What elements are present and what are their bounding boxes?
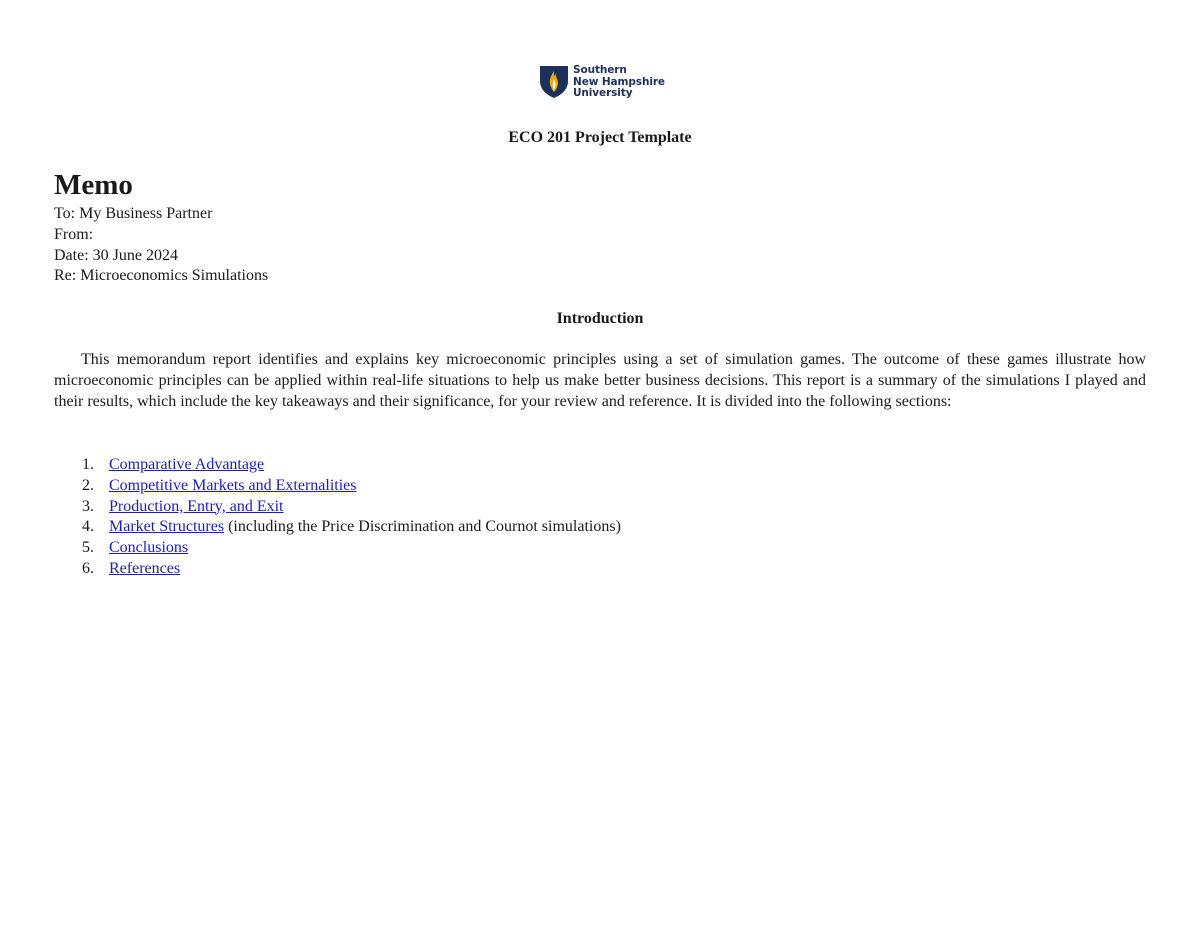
section-link-production-entry-exit[interactable]: Production, Entry, and Exit xyxy=(109,497,284,515)
list-item xyxy=(54,497,621,518)
memo-header-block xyxy=(54,204,268,287)
memo-to-line: To: My Business Partner xyxy=(54,205,213,222)
shield-flame-icon xyxy=(539,65,569,99)
list-item xyxy=(54,517,621,538)
memo-heading: Memo xyxy=(54,169,133,201)
section-list xyxy=(54,455,621,580)
logo-line: New Hampshire xyxy=(573,75,665,88)
list-number: 5. xyxy=(82,539,94,557)
section-link-competitive-markets[interactable]: Competitive Markets and Externalities xyxy=(109,476,357,494)
section-link-references[interactable]: References xyxy=(109,559,181,577)
section-link-comparative-advantage[interactable]: Comparative Advantage xyxy=(109,456,265,473)
list-item xyxy=(54,476,621,497)
list-number: 3. xyxy=(82,497,94,515)
list-number: 2. xyxy=(82,476,94,494)
introduction-heading: Introduction xyxy=(556,310,644,327)
list-number: 1. xyxy=(82,456,94,473)
memo-re-line: Re: Microeconomics Simulations xyxy=(54,267,269,285)
list-item-suffix: (including the Price Discrimination and Cournot simulations) xyxy=(224,518,621,536)
logo-line: University xyxy=(573,87,633,99)
list-item xyxy=(54,559,621,580)
logo-wordmark xyxy=(573,65,665,100)
memo-date-line: Date: 30 June 2024 xyxy=(54,246,178,264)
section-link-market-structures[interactable]: Market Structures xyxy=(109,518,225,536)
section-link-conclusions[interactable]: Conclusions xyxy=(109,539,189,557)
introduction-paragraph: This memorandum report identifies and explains key microeconomic principles using a set of simulation games. The outcome of these games illustrate how microeconomic principles can be applied within real-life situations to help us make better business decisions. This report is a summary of the simulations I played and their results, which include the key takeaways and their significance, for your review and reference. It is divided into the following sections: xyxy=(54,351,1146,410)
list-number: 6. xyxy=(82,559,94,577)
document-title: ECO 201 Project Template xyxy=(508,129,692,146)
memo-from-line: From: xyxy=(54,225,94,243)
list-item xyxy=(54,538,621,559)
list-item xyxy=(54,455,621,476)
university-logo xyxy=(539,65,665,100)
list-number: 4. xyxy=(82,518,94,536)
logo-line: Southern xyxy=(573,64,627,76)
